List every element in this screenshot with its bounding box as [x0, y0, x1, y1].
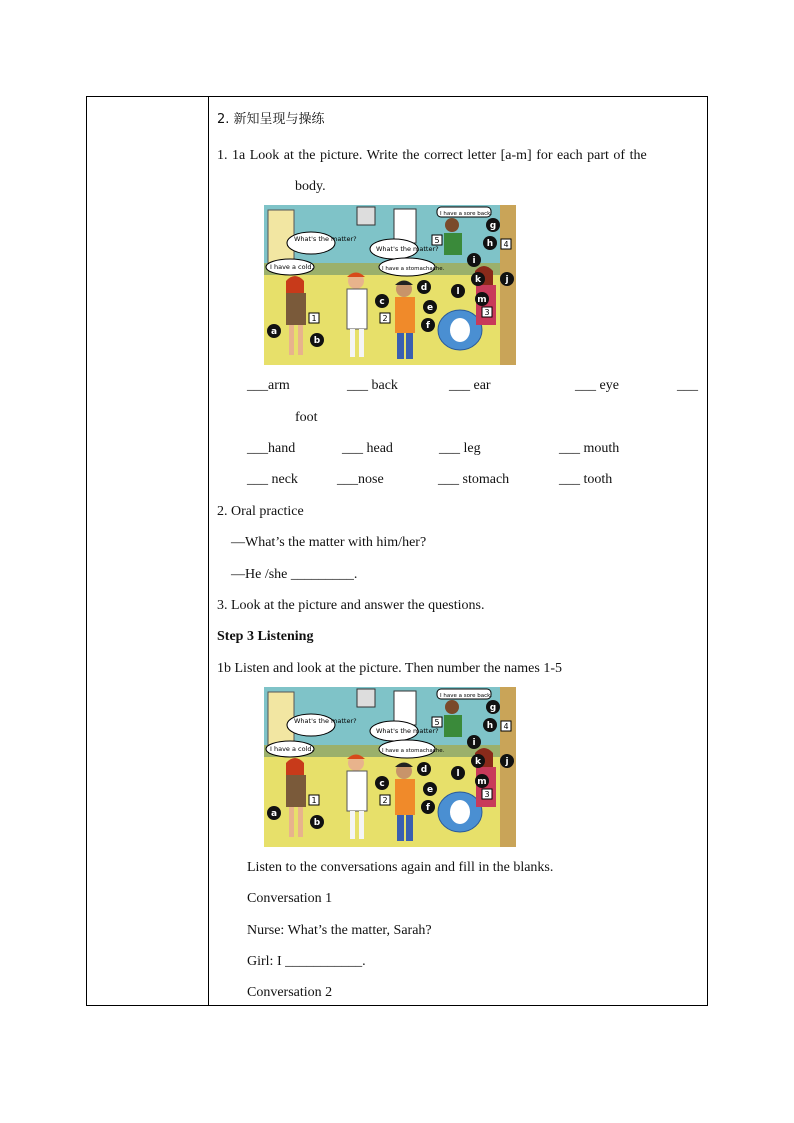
word-stomach: ___ stomach: [438, 472, 510, 487]
word-hand: ___hand: [247, 441, 296, 456]
word-arm: ___arm: [247, 378, 290, 393]
task1b: 1b Listen and look at the picture. Then number the names 1-5: [217, 661, 562, 676]
svg-text:h: h: [486, 721, 494, 731]
task1-line2: body.: [295, 179, 326, 194]
svg-text:j: j: [505, 757, 509, 767]
word-leg: ___ leg: [439, 441, 481, 456]
svg-text:f: f: [426, 803, 430, 813]
svg-text:f: f: [426, 321, 430, 331]
svg-text:2: 2: [382, 314, 388, 323]
svg-text:1: 1: [311, 314, 317, 323]
svg-text:a: a: [270, 809, 278, 819]
svg-text:4: 4: [503, 240, 509, 249]
svg-text:I have a stomachache.: I have a stomachache.: [382, 748, 445, 754]
bubble-1: What's the matter?: [294, 235, 357, 243]
clinic-picture-1: [264, 205, 516, 365]
svg-text:g: g: [489, 221, 497, 231]
svg-text:What's the matter?: What's the matter?: [294, 717, 357, 725]
svg-text:d: d: [420, 283, 428, 293]
svg-text:e: e: [426, 303, 434, 313]
svg-text:I have a cold.: I have a cold.: [270, 745, 314, 753]
svg-text:b: b: [313, 818, 321, 828]
svg-text:3: 3: [484, 790, 490, 799]
bubble-3: I have a cold.: [270, 263, 314, 271]
task3: 3. Look at the picture and answer the questions.: [217, 598, 485, 613]
svg-text:c: c: [379, 779, 385, 789]
nurse-line: Nurse: What’s the matter, Sarah?: [247, 923, 432, 938]
listen-instruction: Listen to the conversations again and fill in the blanks.: [247, 860, 554, 875]
word-eye: ___ eye: [575, 378, 619, 393]
column-divider: [208, 97, 209, 1005]
svg-text:l: l: [456, 769, 460, 779]
svg-text:2: 2: [382, 796, 388, 805]
word-foot: foot: [295, 410, 318, 425]
svg-text:5: 5: [434, 718, 440, 727]
word-tooth: ___ tooth: [559, 472, 613, 487]
word-blank: ___: [677, 378, 698, 393]
word-mouth: ___ mouth: [559, 441, 620, 456]
word-neck: ___ neck: [247, 472, 298, 487]
svg-text:4: 4: [503, 722, 509, 731]
svg-text:h: h: [486, 239, 494, 249]
svg-text:m: m: [477, 777, 487, 787]
word-head: ___ head: [342, 441, 393, 456]
oral-question: —What’s the matter with him/her?: [231, 535, 427, 550]
oral-answer: —He /she _________.: [231, 567, 358, 582]
svg-text:k: k: [475, 275, 481, 285]
bubble-5: I have a sore back.: [440, 211, 493, 217]
word-nose: ___nose: [337, 472, 384, 487]
word-back: ___ back: [347, 378, 398, 393]
svg-text:3: 3: [484, 308, 490, 317]
oral-title: 2. Oral practice: [217, 504, 304, 519]
svg-text:i: i: [472, 738, 476, 748]
conversation-2-label: Conversation 2: [247, 985, 333, 1000]
word-ear: ___ ear: [449, 378, 491, 393]
svg-text:i: i: [472, 256, 476, 266]
svg-text:k: k: [475, 757, 481, 767]
svg-text:e: e: [426, 785, 434, 795]
section-title: 2. 新知呈现与操练: [217, 112, 325, 127]
conversation-1-label: Conversation 1: [247, 891, 333, 906]
bubble-4: I have a stomachache.: [382, 266, 445, 272]
svg-text:1: 1: [311, 796, 317, 805]
svg-text:What's the matter?: What's the matter?: [376, 727, 439, 735]
svg-text:d: d: [420, 765, 428, 775]
lesson-table: [86, 96, 708, 1006]
svg-text:I have a sore back.: I have a sore back.: [440, 693, 493, 699]
bubble-2: What's the matter?: [376, 245, 439, 253]
svg-text:a: a: [270, 327, 278, 337]
step3-heading: Step 3 Listening: [217, 629, 314, 644]
svg-text:5: 5: [434, 236, 440, 245]
svg-text:c: c: [379, 297, 385, 307]
svg-text:g: g: [489, 703, 497, 713]
task1-line1: 1. 1a Look at the picture. Write the correct letter [a-m] for each part of the: [217, 148, 647, 163]
svg-text:j: j: [505, 275, 509, 285]
clinic-picture-2: [264, 687, 516, 847]
girl-line: Girl: I ___________.: [247, 954, 366, 969]
svg-text:m: m: [477, 295, 487, 305]
svg-text:b: b: [313, 336, 321, 346]
svg-text:l: l: [456, 287, 460, 297]
